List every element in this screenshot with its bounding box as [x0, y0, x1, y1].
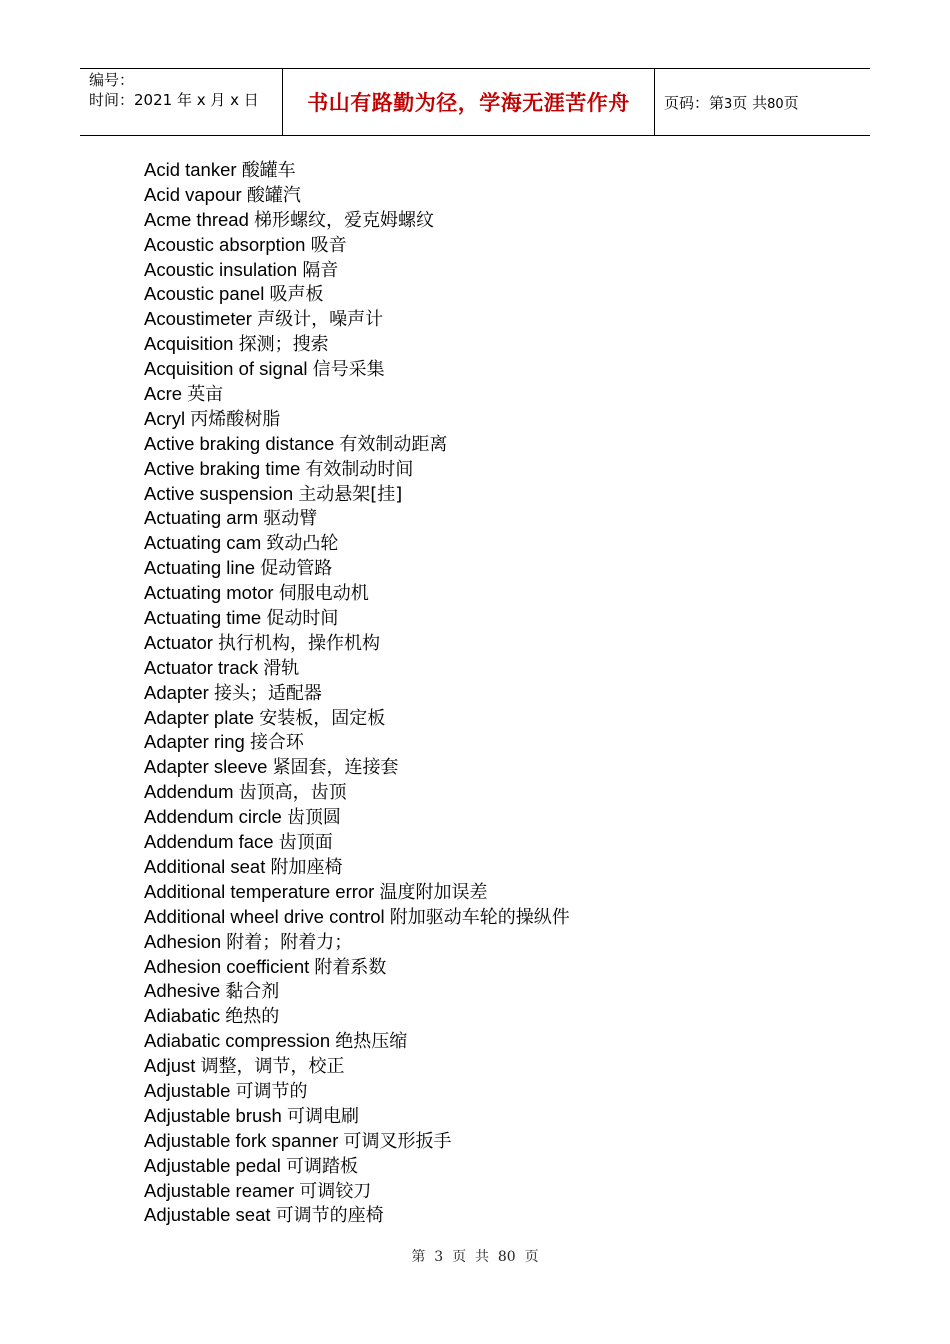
glossary-entry: [144, 855, 570, 880]
glossary-entry: [144, 233, 570, 258]
entry-translation: 紧固套，连接套: [272, 757, 399, 779]
glossary-entry: [144, 183, 570, 208]
entry-term: Adapter plate: [144, 706, 255, 728]
glossary-entry: [144, 755, 570, 780]
glossary-entry: [144, 905, 570, 930]
entry-term: Adjustable reamer: [144, 1179, 295, 1201]
glossary-entry: [144, 880, 570, 905]
entry-term: Acryl: [144, 407, 186, 429]
entry-term: Adjustable: [144, 1079, 231, 1101]
entry-term: Adapter sleeve: [144, 756, 268, 778]
page-header: [80, 68, 870, 136]
entry-translation: 信号采集: [312, 359, 385, 381]
entry-term: Acid vapour: [144, 183, 242, 205]
entry-translation: 安装板，固定板: [259, 707, 386, 729]
entry-translation: 绝热压缩: [335, 1031, 408, 1053]
entry-translation: 丙烯酸树脂: [190, 408, 281, 430]
glossary-entry: [144, 631, 570, 656]
entry-term: Addendum: [144, 781, 234, 803]
glossary-entry: [144, 606, 570, 631]
entry-translation: 附加座椅: [270, 856, 343, 878]
entry-translation: 附加驱动车轮的操纵件: [389, 906, 570, 928]
page-total: 80: [767, 96, 784, 112]
page-prefix: 页码：第: [664, 93, 725, 112]
entry-translation: 齿顶高，齿顶: [238, 782, 347, 804]
entry-translation: 接合环: [249, 732, 304, 754]
entry-term: Additional temperature error: [144, 880, 375, 902]
glossary-entry: [144, 830, 570, 855]
glossary-entry: [144, 780, 570, 805]
header-meta-cell: [80, 69, 282, 135]
entry-term: Actuator track: [144, 656, 259, 678]
entry-translation: 有效制动时间: [305, 458, 414, 480]
entry-term: Additional wheel drive control: [144, 905, 385, 927]
glossary-entry: [144, 258, 570, 283]
entry-translation: 可调叉形扳手: [343, 1130, 452, 1152]
glossary-entry: [144, 1054, 570, 1079]
entry-translation: 黏合剂: [225, 981, 280, 1003]
entry-term: Actuating arm: [144, 507, 259, 529]
entry-translation: 调整，调节，校正: [200, 1056, 345, 1078]
glossary-entry: [144, 407, 570, 432]
entry-translation: 齿顶面: [278, 832, 333, 854]
glossary-entry: [144, 1154, 570, 1179]
header-motto: 书山有路勤为径，学海无涯苦作舟: [307, 91, 630, 115]
page-current: 3: [724, 96, 733, 112]
header-page-cell: [655, 69, 870, 135]
glossary-entry: [144, 307, 570, 332]
entry-term: Acoustic panel: [144, 283, 265, 305]
entry-translation: 温度附加误差: [379, 881, 488, 903]
entry-translation: 声级计，噪声计: [257, 309, 384, 331]
entry-term: Active suspension: [144, 482, 294, 504]
entry-term: Actuating motor: [144, 582, 274, 604]
entry-term: Adjust: [144, 1055, 196, 1077]
glossary-entry: [144, 282, 570, 307]
entry-translation: 吸音: [310, 234, 347, 256]
entry-translation: 酸罐汽: [246, 184, 301, 206]
entry-term: Actuating cam: [144, 532, 262, 554]
entry-translation: 伺服电动机: [278, 583, 369, 605]
entry-translation: 英亩: [187, 384, 224, 406]
entry-term: Active braking distance: [144, 432, 335, 454]
entry-term: Acquisition of signal: [144, 358, 308, 380]
entry-term: Actuator: [144, 631, 213, 653]
page-suffix: 页: [783, 93, 799, 112]
entry-term: Adiabatic compression: [144, 1030, 331, 1052]
entry-term: Acme thread: [144, 208, 249, 230]
glossary-entry: [144, 1004, 570, 1029]
entry-term: Adapter ring: [144, 731, 245, 753]
entry-translation: 可调节的座椅: [275, 1205, 384, 1227]
entry-term: Adjustable brush: [144, 1104, 282, 1126]
glossary-entry: [144, 1179, 570, 1204]
entry-term: Adjustable pedal: [144, 1154, 281, 1176]
entry-term: Acoustimeter: [144, 308, 252, 330]
glossary-entry: [144, 930, 570, 955]
entry-term: Adjustable seat: [144, 1204, 271, 1226]
entry-term: Acoustic absorption: [144, 233, 306, 255]
glossary-list: [144, 158, 570, 1228]
page-footer: 第 3 页 共 80 页: [411, 1249, 539, 1265]
glossary-entry: [144, 482, 570, 507]
glossary-entry: [144, 556, 570, 581]
entry-translation: 致动凸轮: [266, 533, 339, 555]
glossary-entry: [144, 457, 570, 482]
glossary-entry: [144, 1203, 570, 1228]
header-page-info: [664, 92, 799, 113]
entry-translation: 可调踏板: [285, 1155, 358, 1177]
entry-translation: 附着；附着力；: [226, 931, 353, 953]
glossary-entry: [144, 332, 570, 357]
entry-translation: 吸声板: [269, 284, 324, 306]
glossary-entry: [144, 681, 570, 706]
entry-translation: 滑轨: [263, 657, 300, 679]
entry-translation: 促动管路: [260, 558, 333, 580]
glossary-entry: [144, 432, 570, 457]
entry-translation: 探测；搜索: [238, 334, 329, 356]
glossary-entry: [144, 1104, 570, 1129]
entry-term: Acoustic insulation: [144, 258, 298, 280]
glossary-entry: [144, 955, 570, 980]
entry-term: Adhesion coefficient: [144, 955, 310, 977]
entry-term: Adhesive: [144, 980, 221, 1002]
glossary-entry: [144, 1079, 570, 1104]
glossary-entry: [144, 730, 570, 755]
glossary-entry: [144, 706, 570, 731]
entry-term: Adiabatic: [144, 1005, 221, 1027]
entry-term: Adjustable fork spanner: [144, 1129, 339, 1151]
entry-translation: 执行机构，操作机构: [218, 632, 381, 654]
entry-term: Additional seat: [144, 855, 266, 877]
entry-translation: 驱动臂: [263, 508, 318, 530]
entry-translation: 主动悬架[挂]: [298, 483, 403, 505]
entry-term: Adhesion: [144, 930, 222, 952]
entry-term: Acid tanker: [144, 159, 237, 180]
glossary-entry: [144, 531, 570, 556]
entry-term: Acquisition: [144, 333, 234, 355]
entry-translation: 隔音: [302, 259, 339, 281]
entry-term: Active braking time: [144, 457, 301, 479]
entry-translation: 梯形螺纹，爱克姆螺纹: [254, 209, 435, 231]
document-date: 时间：2021 年 x 月 x 日: [89, 91, 259, 109]
entry-translation: 酸罐车: [241, 160, 296, 181]
entry-translation: 接头；适配器: [213, 682, 322, 704]
glossary-entry: [144, 1129, 570, 1154]
entry-translation: 附着系数: [314, 956, 387, 978]
entry-translation: 促动时间: [266, 608, 339, 630]
entry-translation: 可调铰刀: [299, 1180, 372, 1202]
entry-term: Actuating time: [144, 607, 262, 629]
page-middle: 页 共: [732, 93, 768, 112]
entry-term: Addendum circle: [144, 806, 282, 828]
entry-translation: 可调节的: [235, 1080, 308, 1102]
entry-term: Actuating line: [144, 557, 256, 579]
glossary-entry: [144, 506, 570, 531]
glossary-entry: [144, 357, 570, 382]
glossary-entry: [144, 208, 570, 233]
glossary-entry: [144, 656, 570, 681]
entry-translation: 有效制动距离: [339, 433, 448, 455]
glossary-entry: [144, 1029, 570, 1054]
glossary-entry: [144, 158, 570, 183]
glossary-entry: [144, 805, 570, 830]
entry-term: Acre: [144, 383, 183, 405]
glossary-entry: [144, 979, 570, 1004]
entry-translation: 齿顶圆: [286, 807, 341, 829]
document-number-label: 编号：: [89, 71, 135, 89]
entry-term: Addendum face: [144, 831, 274, 853]
entry-translation: 绝热的: [225, 1006, 280, 1028]
entry-term: Adapter: [144, 681, 209, 703]
entry-translation: 可调电刷: [286, 1105, 359, 1127]
glossary-entry: [144, 581, 570, 606]
header-motto-cell: [282, 69, 655, 135]
glossary-entry: [144, 382, 570, 407]
